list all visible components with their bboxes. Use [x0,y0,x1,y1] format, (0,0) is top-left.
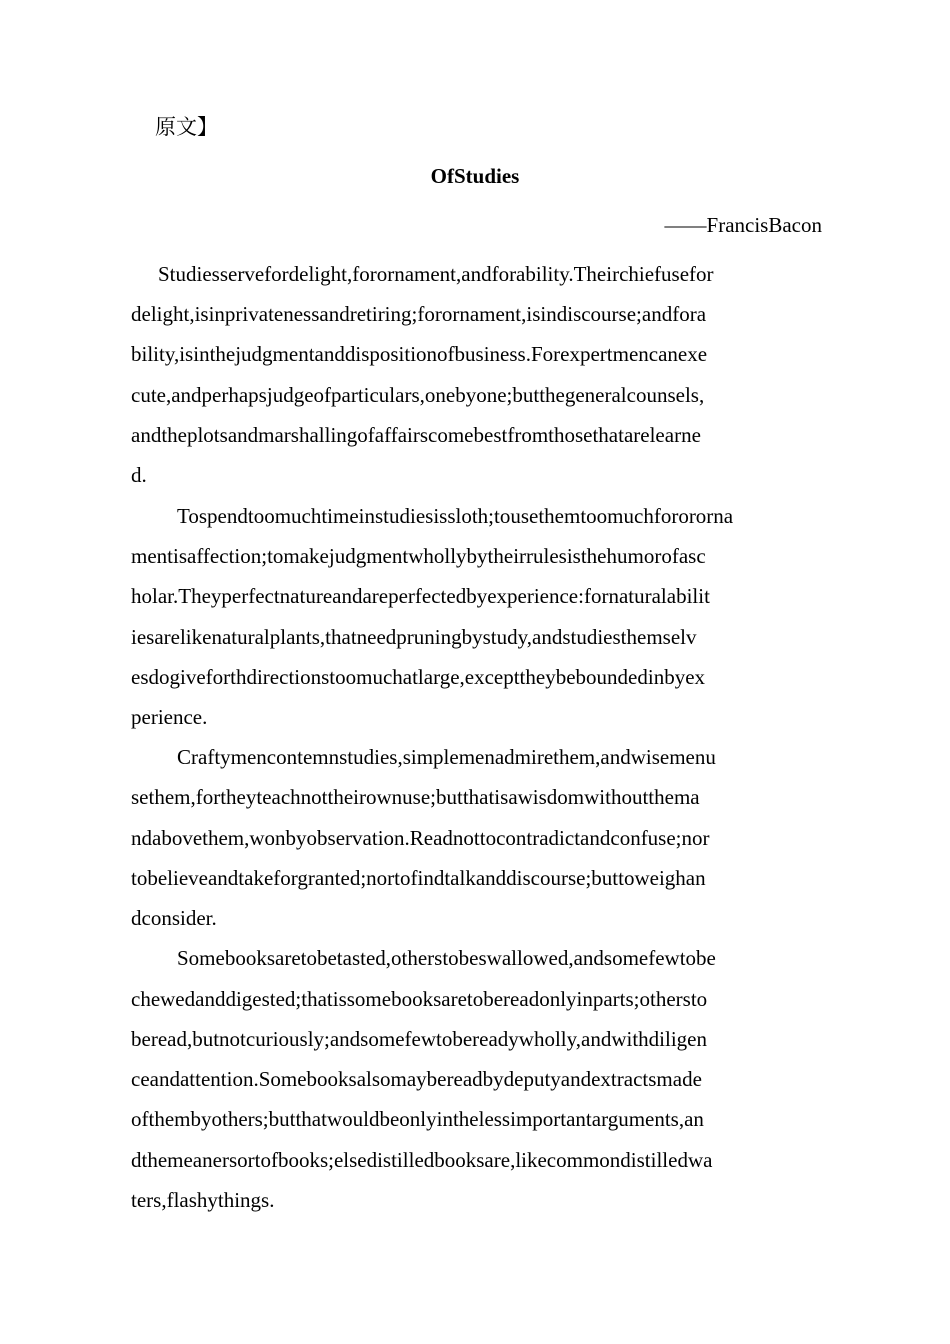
paragraph-line: esdogiveforthdirectionstoomuchatlarge,excepttheybeboundedinbyex [131,665,706,689]
paragraph-line: Tospendtoomuchtimeinstudiesissloth;tousethemtoomuchforororna [177,504,734,528]
paragraph-line: cute,andperhapsjudgeofparticulars,onebyone;butthegeneralcounsels, [131,383,705,407]
essay-author: ——FrancisBacon [664,213,822,237]
paragraph-line: ters,flashythings. [131,1188,275,1212]
paragraph-line: iesarelikenaturalplants,thatneedpruningbystudy,andstudiesthemselv [131,625,697,649]
essay-title: OfStudies [430,164,520,188]
paragraph-line: Studiesservefordelight,forornament,andforability.Theirchiefusefor [158,262,714,286]
heading-label: 原文】 [155,115,218,139]
paragraph-line: Craftymencontemnstudies,simplemenadmirethem,andwisemenu [177,745,716,769]
paragraph-line: andtheplotsandmarshallingofaffairscomebestfromthosethatarelearne [131,423,701,447]
paragraph-line: bility,isinthejudgmentanddispositionofbusiness.Forexpertmencanexe [131,342,708,366]
paragraph-line: dconsider. [131,906,217,930]
paragraph-line: tobelieveandtakeforgranted;nortofindtalkanddiscourse;buttoweighan [131,866,706,890]
paragraph-line: beread,butnotcuriously;andsomefewtobereadywholly,andwithdiligen [131,1027,707,1051]
paragraph-line: d. [131,463,147,487]
paragraph-line: ceandattention.Somebooksalsomaybereadbydeputyandextractsmade [131,1067,702,1091]
paragraph-line: sethem,fortheyteachnottheirownuse;butthatisawisdomwithoutthema [131,785,700,809]
paragraph-line: delight,isinprivatenessandretiring;forornament,isindiscourse;andfora [131,302,707,326]
paragraph-line: holar.Theyperfectnatureandareperfectedbyexperience:fornaturalabilit [131,584,710,608]
paragraph-line: dthemeanersortofbooks;elsedistilledbooksare,likecommondistilledwa [131,1148,713,1172]
paragraph-line: chewedanddigested;thatissomebooksaretobereadonlyinparts;othersto [131,987,708,1011]
paragraph-line: perience. [131,705,208,729]
paragraph-line: ofthembyothers;butthatwouldbeonlyinthelessimportantarguments,an [131,1107,704,1131]
paragraph-line: Somebooksaretobetasted,otherstobeswallowed,andsomefewtobe [177,946,716,970]
paragraph-line: ndabovethem,wonbyobservation.Readnottocontradictandconfuse;nor [131,826,710,850]
paragraph-line: mentisaffection;tomakejudgmentwhollybytheirrulesisthehumorofasc [131,544,706,568]
